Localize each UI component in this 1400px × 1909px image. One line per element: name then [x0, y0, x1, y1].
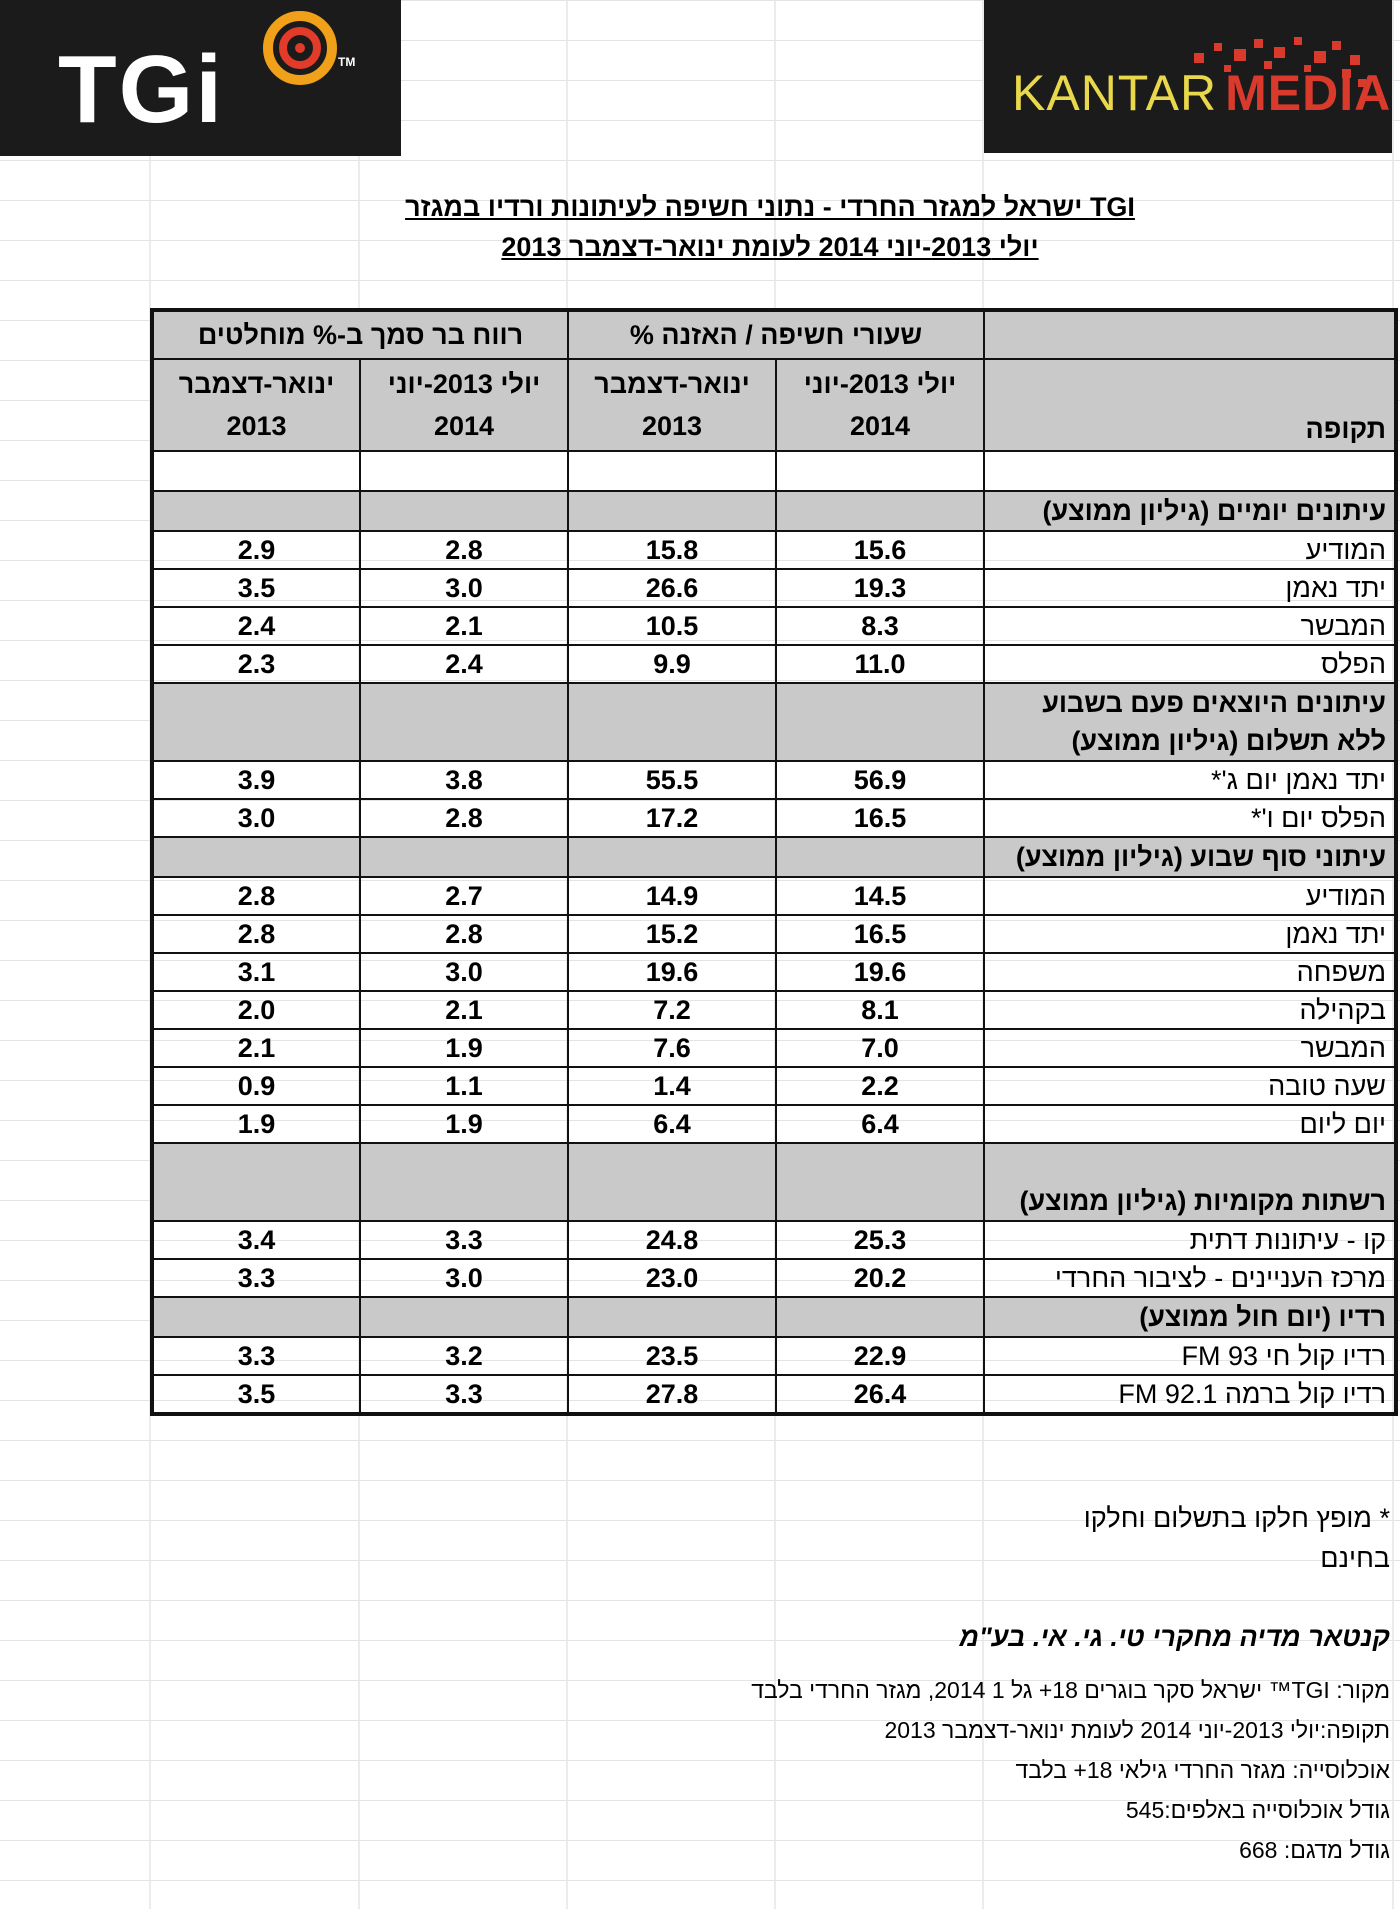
value-cell: 1.9 [360, 1105, 568, 1143]
value-cell: 9.9 [568, 645, 776, 683]
value-cell: 19.6 [568, 953, 776, 991]
value-cell: 2.8 [360, 799, 568, 837]
table-row [152, 1259, 1396, 1297]
table-row [152, 1029, 1396, 1067]
section-title-line: עיתוני סוף שבוע (גיליון ממוצע) [1015, 842, 1387, 872]
value-cell: 7.6 [568, 1029, 776, 1067]
company-name: קנטאר מדיה מחקרי טי. גי. אי. בע"מ [959, 1622, 1390, 1652]
report-title [150, 187, 1390, 267]
value-cell: 14.5 [776, 877, 984, 915]
value-cell: 3.3 [360, 1375, 568, 1414]
value-cell: 3.0 [360, 1259, 568, 1297]
period-label: תקופה [984, 359, 1396, 451]
info-period: תקופה:יולי 2013-יוני 2014 לעומת ינואר-דצמבר 2013 [884, 1717, 1390, 1743]
footnote [1040, 1498, 1390, 1578]
section-filler-cell [152, 837, 360, 877]
value-cell: 3.2 [360, 1337, 568, 1375]
value-cell: 16.5 [776, 915, 984, 953]
col-header-margin-a: יולי 2013-יוני 2014 [360, 359, 568, 451]
value-cell: 1.9 [152, 1105, 360, 1143]
value-cell: 3.5 [152, 1375, 360, 1414]
section-filler-cell [360, 491, 568, 531]
table-row [152, 1067, 1396, 1105]
value-cell: 26.6 [568, 569, 776, 607]
table-row [152, 953, 1396, 991]
table-row [152, 645, 1396, 683]
value-cell: 2.4 [152, 607, 360, 645]
kantar-logo-text [1012, 65, 1392, 121]
value-cell: 2.1 [360, 607, 568, 645]
section-title-line: עיתונים יומיים (גיליון ממוצע) [1042, 496, 1387, 526]
section-title-line: ללא תשלום (גיליון ממוצע) [1071, 726, 1387, 756]
section-filler-cell [776, 837, 984, 877]
section-filler-cell [776, 683, 984, 761]
value-cell: 2.8 [152, 915, 360, 953]
value-cell: 8.3 [776, 607, 984, 645]
value-cell: 2.8 [152, 877, 360, 915]
row-label: רדיו קול ברמה FM 92.1 [984, 1375, 1396, 1414]
blank-row [152, 451, 1396, 491]
value-cell: 3.0 [360, 569, 568, 607]
section-filler-cell [568, 683, 776, 761]
value-cell: 1.9 [360, 1029, 568, 1067]
value-cell: 26.4 [776, 1375, 984, 1414]
title-line-2: יולי 2013-יוני 2014 לעומת ינואר-דצמבר 2013 [501, 232, 1039, 262]
row-label: הפלס יום ו'* [984, 799, 1396, 837]
value-cell: 2.4 [360, 645, 568, 683]
section-title-line: רשתות מקומיות (גיליון ממוצע) [1019, 1186, 1387, 1216]
section-filler-cell [776, 491, 984, 531]
section-header-row [152, 1143, 1396, 1221]
table-row [152, 915, 1396, 953]
value-cell: 19.3 [776, 569, 984, 607]
section-title [984, 683, 1396, 761]
value-cell: 14.9 [568, 877, 776, 915]
value-cell: 3.0 [152, 799, 360, 837]
value-cell: 8.1 [776, 991, 984, 1029]
media-word: MEDIA [1225, 65, 1392, 121]
row-label: יתד נאמן יום ג'* [984, 761, 1396, 799]
section-filler-cell [152, 1143, 360, 1221]
table-row [152, 1105, 1396, 1143]
footnote-line-2: בחינם [1320, 1543, 1390, 1573]
value-cell: 17.2 [568, 799, 776, 837]
row-label: יתד נאמן [984, 569, 1396, 607]
section-filler-cell [360, 837, 568, 877]
info-population: אוכלוסייה: מגזר החרדי גילאי 18+ בלבד [1015, 1757, 1390, 1783]
section-filler-cell [568, 837, 776, 877]
value-cell: 7.2 [568, 991, 776, 1029]
kantar-word: KANTAR [1012, 65, 1218, 121]
tgi-trademark: TM [338, 55, 356, 69]
row-label: הפלס [984, 645, 1396, 683]
value-cell: 6.4 [568, 1105, 776, 1143]
row-label: משפחה [984, 953, 1396, 991]
value-cell: 11.0 [776, 645, 984, 683]
table-row [152, 799, 1396, 837]
row-label: קו - עיתונות דתית [984, 1221, 1396, 1259]
period-header-cell [984, 310, 1396, 359]
value-cell: 15.6 [776, 531, 984, 569]
value-cell: 16.5 [776, 799, 984, 837]
value-cell: 55.5 [568, 761, 776, 799]
value-cell: 3.5 [152, 569, 360, 607]
value-cell: 6.4 [776, 1105, 984, 1143]
section-filler-cell [360, 683, 568, 761]
info-population-size: גודל אוכלוסייה באלפים:545 [1125, 1797, 1390, 1823]
section-header-row [152, 1297, 1396, 1337]
value-cell: 3.3 [152, 1259, 360, 1297]
table-row [152, 607, 1396, 645]
section-header-row [152, 491, 1396, 531]
info-sample-size: גודל מדגם: 668 [1239, 1837, 1390, 1863]
section-filler-cell [152, 1297, 360, 1337]
tgi-logo [0, 0, 401, 156]
row-label: המודיע [984, 531, 1396, 569]
row-label: יום ליום [984, 1105, 1396, 1143]
value-cell: 3.3 [152, 1337, 360, 1375]
value-cell: 15.8 [568, 531, 776, 569]
value-cell: 25.3 [776, 1221, 984, 1259]
value-cell: 2.8 [360, 915, 568, 953]
value-cell: 2.1 [360, 991, 568, 1029]
value-cell: 3.9 [152, 761, 360, 799]
row-label: המבשר [984, 607, 1396, 645]
value-cell: 15.2 [568, 915, 776, 953]
value-cell: 3.8 [360, 761, 568, 799]
table-row [152, 569, 1396, 607]
row-label: שעה טובה [984, 1067, 1396, 1105]
table-row [152, 1221, 1396, 1259]
table-row [152, 531, 1396, 569]
value-cell: 2.2 [776, 1067, 984, 1105]
value-cell: 27.8 [568, 1375, 776, 1414]
table-row [152, 991, 1396, 1029]
section-title [984, 1143, 1396, 1221]
value-cell: 3.4 [152, 1221, 360, 1259]
value-cell: 2.7 [360, 877, 568, 915]
value-cell: 19.6 [776, 953, 984, 991]
footnote-line-1: * מופץ חלקו בתשלום וחלקו [1083, 1503, 1390, 1533]
value-cell: 3.3 [360, 1221, 568, 1259]
table-row [152, 877, 1396, 915]
row-label: המבשר [984, 1029, 1396, 1067]
section-title-line: עיתונים היוצאים פעם בשבוע [1042, 688, 1387, 718]
section-title [984, 837, 1396, 877]
section-header-row [152, 683, 1396, 761]
section-filler-cell [776, 1143, 984, 1221]
row-label: יתד נאמן [984, 915, 1396, 953]
col-header-exposure-b: ינואר-דצמבר 2013 [568, 359, 776, 451]
table-row [152, 1375, 1396, 1414]
section-filler-cell [568, 1143, 776, 1221]
row-label: מרכז העניינים - לציבור החרדי [984, 1259, 1396, 1297]
table-row [152, 1337, 1396, 1375]
value-cell: 0.9 [152, 1067, 360, 1105]
info-source: מקור: TGI™ ישראל סקר בוגרים 18+ גל 1 2014, מגזר החרדי בלבד [751, 1677, 1390, 1703]
row-label: המודיע [984, 877, 1396, 915]
section-filler-cell [776, 1297, 984, 1337]
value-cell: 2.1 [152, 1029, 360, 1067]
exposure-group-header: שעורי חשיפה / האזנה % [568, 310, 984, 359]
col-header-exposure-a: יולי 2013-יוני 2014 [776, 359, 984, 451]
value-cell: 2.0 [152, 991, 360, 1029]
title-line-1: TGI ישראל למגזר החרדי - נתוני חשיפה לעיתונות ורדיו במגזר [405, 192, 1135, 222]
section-filler-cell [360, 1297, 568, 1337]
value-cell: 7.0 [776, 1029, 984, 1067]
tgi-swirl-icon [245, 8, 355, 98]
value-cell: 23.5 [568, 1337, 776, 1375]
table-row [152, 761, 1396, 799]
value-cell: 3.1 [152, 953, 360, 991]
section-filler-cell [568, 1297, 776, 1337]
value-cell: 2.9 [152, 531, 360, 569]
section-filler-cell [568, 491, 776, 531]
row-label: בקהילה [984, 991, 1396, 1029]
value-cell: 22.9 [776, 1337, 984, 1375]
section-title [984, 491, 1396, 531]
value-cell: 23.0 [568, 1259, 776, 1297]
value-cell: 2.8 [360, 531, 568, 569]
kantar-media-logo [984, 0, 1392, 153]
survey-info [600, 1670, 1390, 1870]
value-cell: 1.4 [568, 1067, 776, 1105]
value-cell: 24.8 [568, 1221, 776, 1259]
value-cell: 3.0 [360, 953, 568, 991]
col-header-margin-b: ינואר-דצמבר 2013 [152, 359, 360, 451]
exposure-table [150, 308, 1398, 1416]
value-cell: 20.2 [776, 1259, 984, 1297]
section-filler-cell [152, 491, 360, 531]
tgi-logo-text: TGi [58, 36, 224, 143]
row-label: רדיו קול חי FM 93 [984, 1337, 1396, 1375]
value-cell: 10.5 [568, 607, 776, 645]
section-filler-cell [360, 1143, 568, 1221]
margin-group-header: רווח בר סמך ב-% מוחלטים [152, 310, 568, 359]
value-cell: 1.1 [360, 1067, 568, 1105]
value-cell: 56.9 [776, 761, 984, 799]
section-title [984, 1297, 1396, 1337]
section-title-line: רדיו (יום חול ממוצע) [1139, 1302, 1387, 1332]
section-filler-cell [152, 683, 360, 761]
section-header-row [152, 837, 1396, 877]
value-cell: 2.3 [152, 645, 360, 683]
section-title-line [993, 1144, 1386, 1182]
